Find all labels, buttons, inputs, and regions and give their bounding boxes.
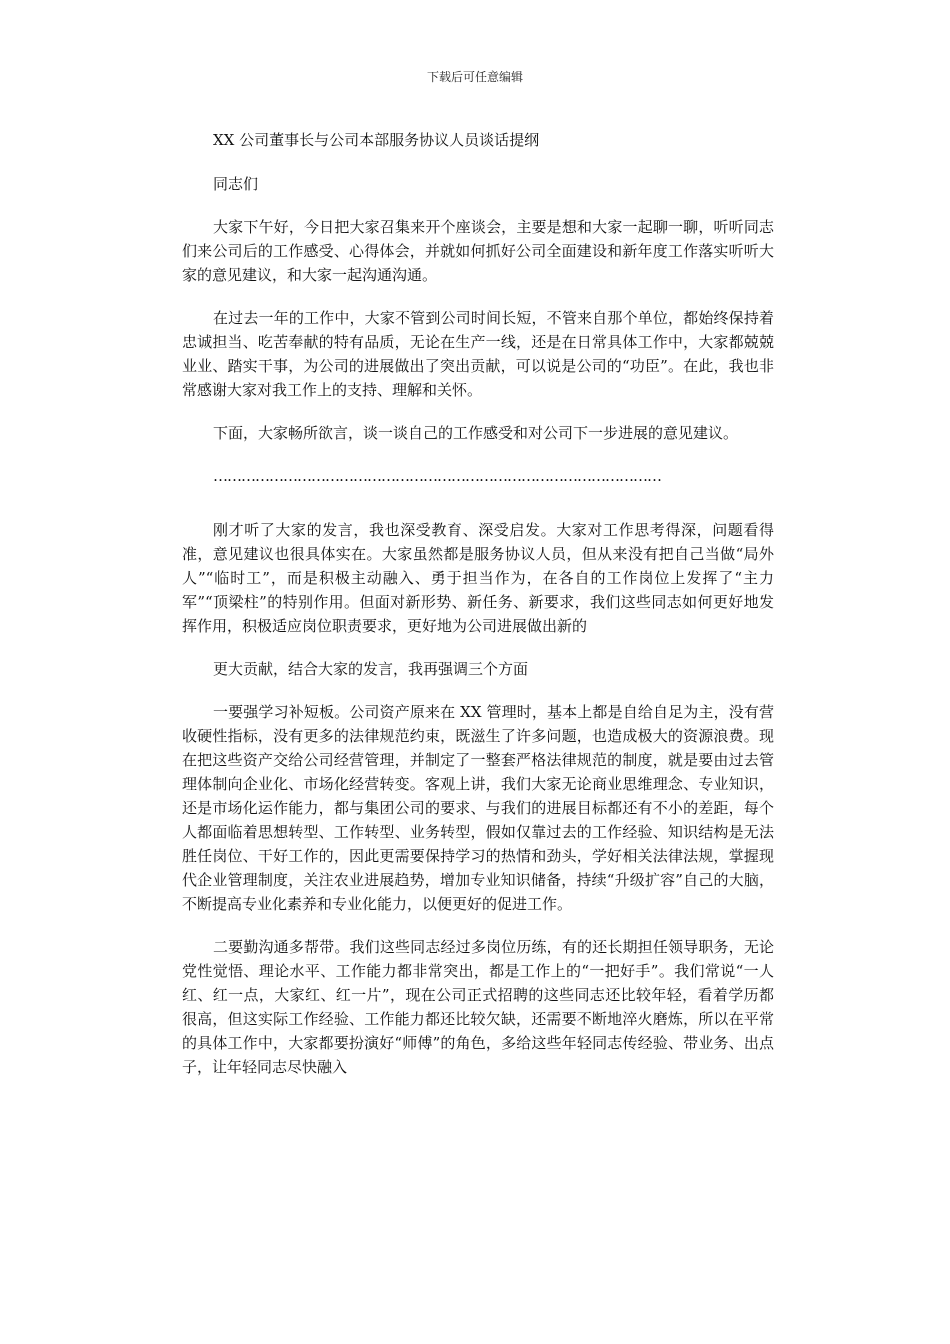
paragraph-review: 在过去一年的工作中，大家不管到公司时间长短，不管来自那个单位，都始终保持着忠诚担当、吃苦奉献的特有品质，无论在生产一线，还是在日常具体工作中，大家都兢兢业业、踏实干事，为公司的进展做出了突出贡献，可以说是公司的“功臣”。在此，我也非常感谢大家对我工作上的支持、理解和关怀。 (182, 309, 774, 399)
salutation: 同志们 (213, 175, 259, 193)
paragraph-greeting: 大家下午好，今日把大家召集来开个座谈会，主要是想和大家一起聊一聊，听听同志们来公司后的工作感受、心得体会，并就如何抓好公司全面建设和新年度工作落实听听大家的意见建议，和大家一起沟通沟通。 (182, 218, 774, 284)
page-header-note: 下载后可任意编辑 (426, 70, 523, 84)
paragraph-point-one: 一要强学习补短板。公司资产原来在 XX 管理时，基本上都是自给自足为主，没有营收硬性指标，没有更多的法律规范约束，既滋生了许多问题，也造成极大的资源浪费。现在把这些资产交给公司经营管理，并制定了一整套严格法律规范的制度，就是要由过去管理体制向企业化、市场化经营转变。客观上讲，我们大家无论商业思维理念、专业知识，还是市场化运作能力，都与集团公司的要求、与我们的进展目标都还有不小的差距，每个人都面临着思想转型、工作转型、业务转型，假如仅靠过去的工作经验、知识结构是无法胜任岗位、干好工作的，因此更需要保持学习的热情和劲头，学好相关法律法规，掌握现代企业管理制度，关注农业进展趋势，增加专业知识储备，持续“升级扩容”自己的大脑，不断提高专业化素养和专业化能力，以便更好的促进工作。 (182, 703, 774, 913)
paragraph-response: 刚才听了大家的发言，我也深受教育、深受启发。大家对工作思考得深，问题看得准，意见建议也很具体实在。大家虽然都是服务协议人员，但从来没有把自己当做“局外人”“临时工”，而是积极主动融入、勇于担当作为，在各自的工作岗位上发挥了“主力军”“顶梁柱”的特别作用。但面对新形势、新任务、新要求，我们这些同志如何更好地发挥作用，积极适应岗位职责要求，更好地为公司进展做出新的 (182, 521, 774, 635)
separator-dots: …………………………………………………………………………………… (213, 467, 661, 485)
paragraph-point-two: 二要勤沟通多帮带。我们这些同志经过多岗位历练，有的还长期担任领导职务，无论党性觉悟、理论水平、工作能力都非常突出，都是工作上的“一把好手”。我们常说“一人红、红一点，大家红、红一片”，现在公司正式招聘的这些同志还比较年轻，看着学历都很高，但这实际工作经验、工作能力都还比较欠缺，还需要不断地淬火磨炼，所以在平常的具体工作中，大家都要扮演好“师傅”的角色，多给这些年轻同志传经验、带业务、出点子，让年轻同志尽快融入 (182, 938, 774, 1076)
paragraph-invite: 下面，大家畅所欲言，谈一谈自己的工作感受和对公司下一步进展的意见建议。 (213, 424, 739, 442)
document-body (182, 128, 774, 1079)
paragraph-emphasis-intro: 更大贡献，结合大家的发言，我再强调三个方面 (213, 660, 529, 678)
document-title: XX 公司董事长与公司本部服务协议人员谈话提纲 (213, 131, 540, 149)
